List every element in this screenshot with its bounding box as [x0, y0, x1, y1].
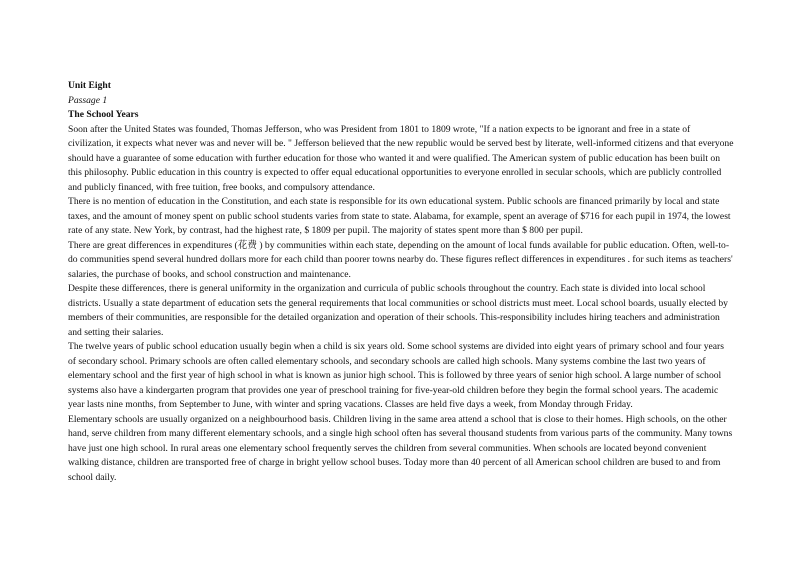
- paragraph-6: Elementary schools are usually organized on a neighbourhood basis. Children living in the same area attend a school that is close to their homes. High schools, on the other hand, serve children from many different elementary schools, and a single high school often has several thousand students from various parts of the community. Many towns have just one high school. In rural areas one elementary school frequently serves the children from several communities. When schools are located beyond convenient walking distance, children are transported free of charge in bright yellow school buses. Today more than 40 percent of all American school children are bused to and from school daily.: [68, 413, 733, 483]
- paragraph-3: There are great differences in expenditures (花费 ) by communities within each state, depending on the amount of local funds available for public education. Often, well-to-do communities spend several hundred dollars more for each child than poorer towns nearby do. These figures reflect differences in expenditures . for such items as teachers' salaries, the purchase of books, and school construction and maintenance.: [68, 239, 733, 280]
- paragraph-2: There is no mention of education in the Constitution, and each state is responsible for its own educational system. Public schools are financed primarily by local and state taxes, and the amount of money spent on public school students varies from state to state. Alabama, for example, spent an average of $716 for each pupil in 1974, the lowest rate of any state. New York, by contrast, had the highest rate, $ 1809 per pupil. The majority of states spent more than $ 800 per pupil.: [68, 196, 731, 236]
- passage-title: The School Years: [68, 109, 139, 120]
- document-page: [68, 79, 734, 485]
- paragraph-5: The twelve years of public school education usually begin when a child is six years old. Some school systems are divided into eight years of primary school and four years of secondary school. Primary schools are often called elementary schools, and secondary schools are called high schools. Many systems combine the last two years of elementary school and the first year of high school in what is known as junior high school. This is followed by three years of senior high school. A large number of school systems also have a kindergarten program that provides one year of preschool training for five-year-old children before they begin the formal school years. The academic year lasts nine months, from September to June, with winter and spring vacations. Classes are held five days a week, from Monday through Friday.: [68, 341, 724, 410]
- unit-heading: Unit Eight: [68, 80, 111, 91]
- paragraph-4: Despite these differences, there is general uniformity in the organization and curricula of public schools throughout the country. Each state is divided into local school districts. Usually a state department of education sets the general requirements that local communities or school districts must meet. Local school boards, usually elected by members of their communities, are responsible for the detailed organization and operation of their schools. This-responsibility includes hiring teachers and administration and setting their salaries.: [68, 283, 728, 338]
- paragraph-1: Soon after the United States was founded, Thomas Jefferson, who was President from 1801 to 1809 wrote, "If a nation expects to be ignorant and free in a state of civilization, it expects what never was and never will be. " Jefferson believed that the new republic would be served best by literate, well-informed citizens and that everyone should have a guarantee of some education with further education for those who wanted it and were qualified. The American system of public education has been built on this philosophy. Public education in this country is expected to offer equal educational opportunities to everyone enrolled in secular schools, which are publicly controlled and publicly financed, with free tuition, free books, and compulsory attendance.: [68, 123, 734, 193]
- passage-label: Passage 1: [68, 94, 108, 106]
